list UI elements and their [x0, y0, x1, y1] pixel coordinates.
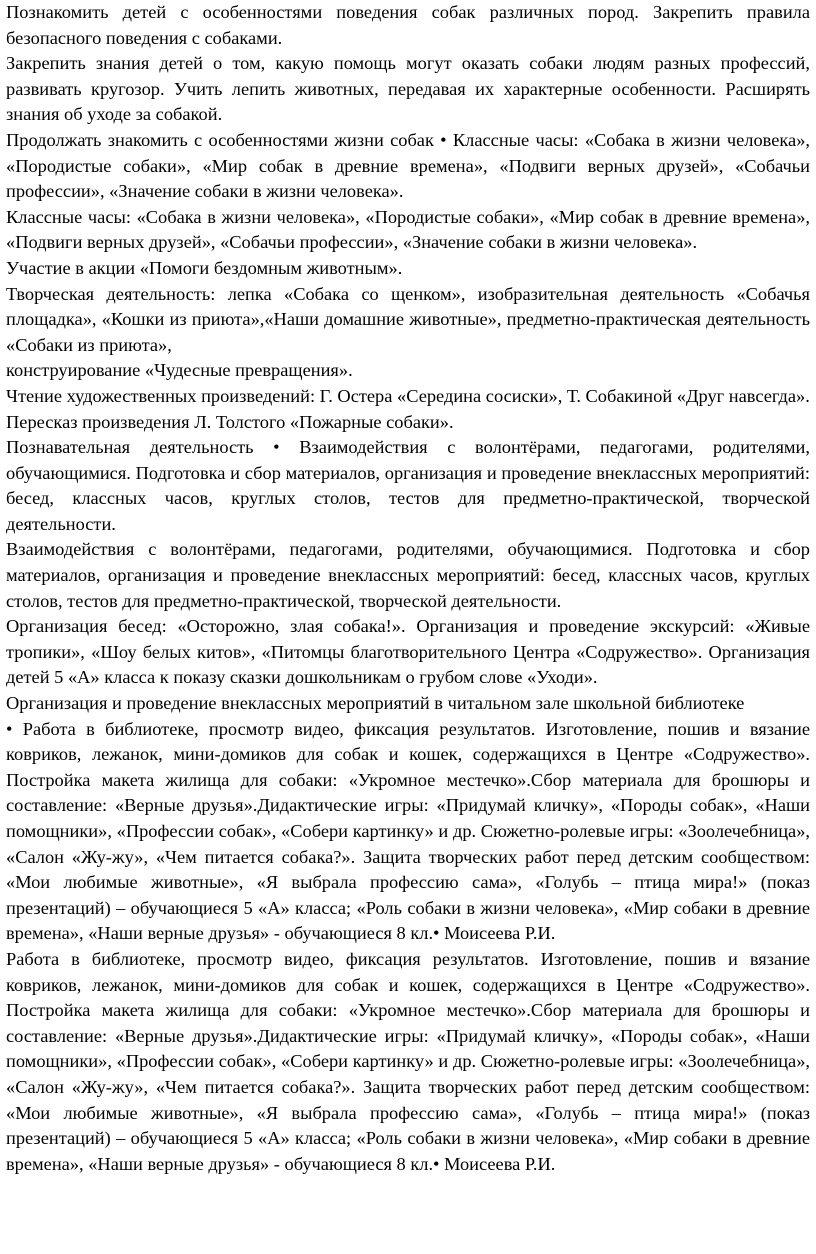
paragraph-conversations-excursions: Организация бесед: «Осторожно, злая собака!». Организация и проведение экскурсий: «Живые тропики», «Шоу белых китов», «Питомцы благотворительного Центра «Содружество». Организация детей 5 «А» класса к показу сказки дошкольникам о грубом слове «Уходи».: [6, 616, 810, 688]
paragraph-interactions: Взаимодействия с волонтёрами, педагогами, родителями, обучающимися. Подготовка и сбор материалов, организация и проведение внеклассных мероприятий: бесед, классных часов, круглых столов, тестов для предметно-практической, творческой деятельности.: [6, 539, 810, 611]
paragraph-library-events: Организация и проведение внеклассных мероприятий в читальном зале школьной библиотеке: [6, 693, 745, 714]
paragraph-creative-activity: Творческая деятельность: лепка «Собака со щенком», изобразительная деятельность «Собачья площадка», «Кошки из приюта»,«Наши домашние животные», предметно-практическая деятельность «Собаки из приюта»,: [6, 283, 810, 355]
paragraph-cognitive-activity: Познавательная деятельность • Взаимодействия с волонтёрами, педагогами, родителями, обучающимися. Подготовка и сбор материалов, организация и проведение внеклассных мероприятий: бесед, классных часов, круглых столов, тестов для предметно-практической, творческой деятельности.: [6, 437, 810, 534]
paragraph-reading: Чтение художественных произведений: Г. Остера «Середина сосиски», Т. Собакиной «Друг навсегда».: [6, 385, 810, 406]
paragraph-construction: конструирование «Чудесные превращения».: [6, 360, 353, 381]
paragraph-retelling: Пересказ произведения Л. Толстого «Пожарные собаки».: [6, 411, 454, 432]
paragraph-class-hours-intro: Продолжать знакомить с особенностями жизни собак • Классные часы: «Собака в жизни человека», «Породистые собаки», «Мир собак в древние времена», «Подвиги верных друзей», «Собачьи профессии», «Значение собаки в жизни человека».: [6, 129, 810, 202]
paragraph-library-work: Работа в библиотеке, просмотр видео, фиксация результатов. Изготовление, пошив и вязание ковриков, лежанок, мини-домиков для собак и кошек, содержащихся в Центре «Содружество». Постройка макета жилища для собаки: «Укромное местечко».Сбор материала для брошюры и составление: «Верные друзья».Дидактические игры: «Придумай кличку», «Породы собак», «Наши помощники», «Профессии собак», «Собери картинку» и др. Сюжетно-ролевые игры: «Зоолечебница», «Салон «Жу-жу», «Чем питается собака?». Защита творческих работ перед детским сообществом: «Мои любимые животные», «Я выбрала профессию сама», «Голубь – птица мира!» (показ презентаций) – обучающиеся 5 «А» класса; «Роль собаки в жизни человека», «Мир собаки в древние времена», «Наши верные друзья» - обучающиеся 8 кл.• Моисеева Р.И.: [6, 948, 810, 1174]
paragraph-library-work-bullet: • Работа в библиотеке, просмотр видео, фиксация результатов. Изготовление, пошив и вязание ковриков, лежанок, мини-домиков для собак и кошек, содержащихся в Центре «Содружество». Постройка макета жилища для собаки: «Укромное местечко».Сбор материала для брошюры и составление: «Верные друзья».Дидактические игры: «Придумай кличку», «Породы собак», «Наши помощники», «Профессии собак», «Собери картинку» и др. Сюжетно-ролевые игры: «Зоолечебница», «Салон «Жу-жу», «Чем питается собака?». Защита творческих работ перед детским сообществом: «Мои любимые животные», «Я выбрала профессию сама», «Голубь – птица мира!» (показ презентаций) – обучающиеся 5 «А» класса; «Роль собаки в жизни человека», «Мир собаки в древние времена», «Наши верные друзья» - обучающиеся 8 кл.• Моисеева Р.И.: [6, 718, 810, 944]
paragraph-goals-safety: Познакомить детей с особенностями поведения собак различных пород. Закрепить правила безопасного поведения с собаками.: [6, 2, 810, 48]
paragraph-class-hours: Классные часы: «Собака в жизни человека», «Породистые собаки», «Мир собак в древние времена», «Подвиги верных друзей», «Собачьи профессии», «Значение собаки в жизни человека».: [6, 206, 810, 253]
paragraph-charity-action: Участие в акции «Помоги бездомным животным».: [6, 257, 403, 278]
paragraph-goals-professions: Закрепить знания детей о том, какую помощь могут оказать собаки людям разных профессий, развивать кругозор. Учить лепить животных, передавая их характерные особенности. Расширять знания об уходе за собакой.: [6, 53, 810, 125]
